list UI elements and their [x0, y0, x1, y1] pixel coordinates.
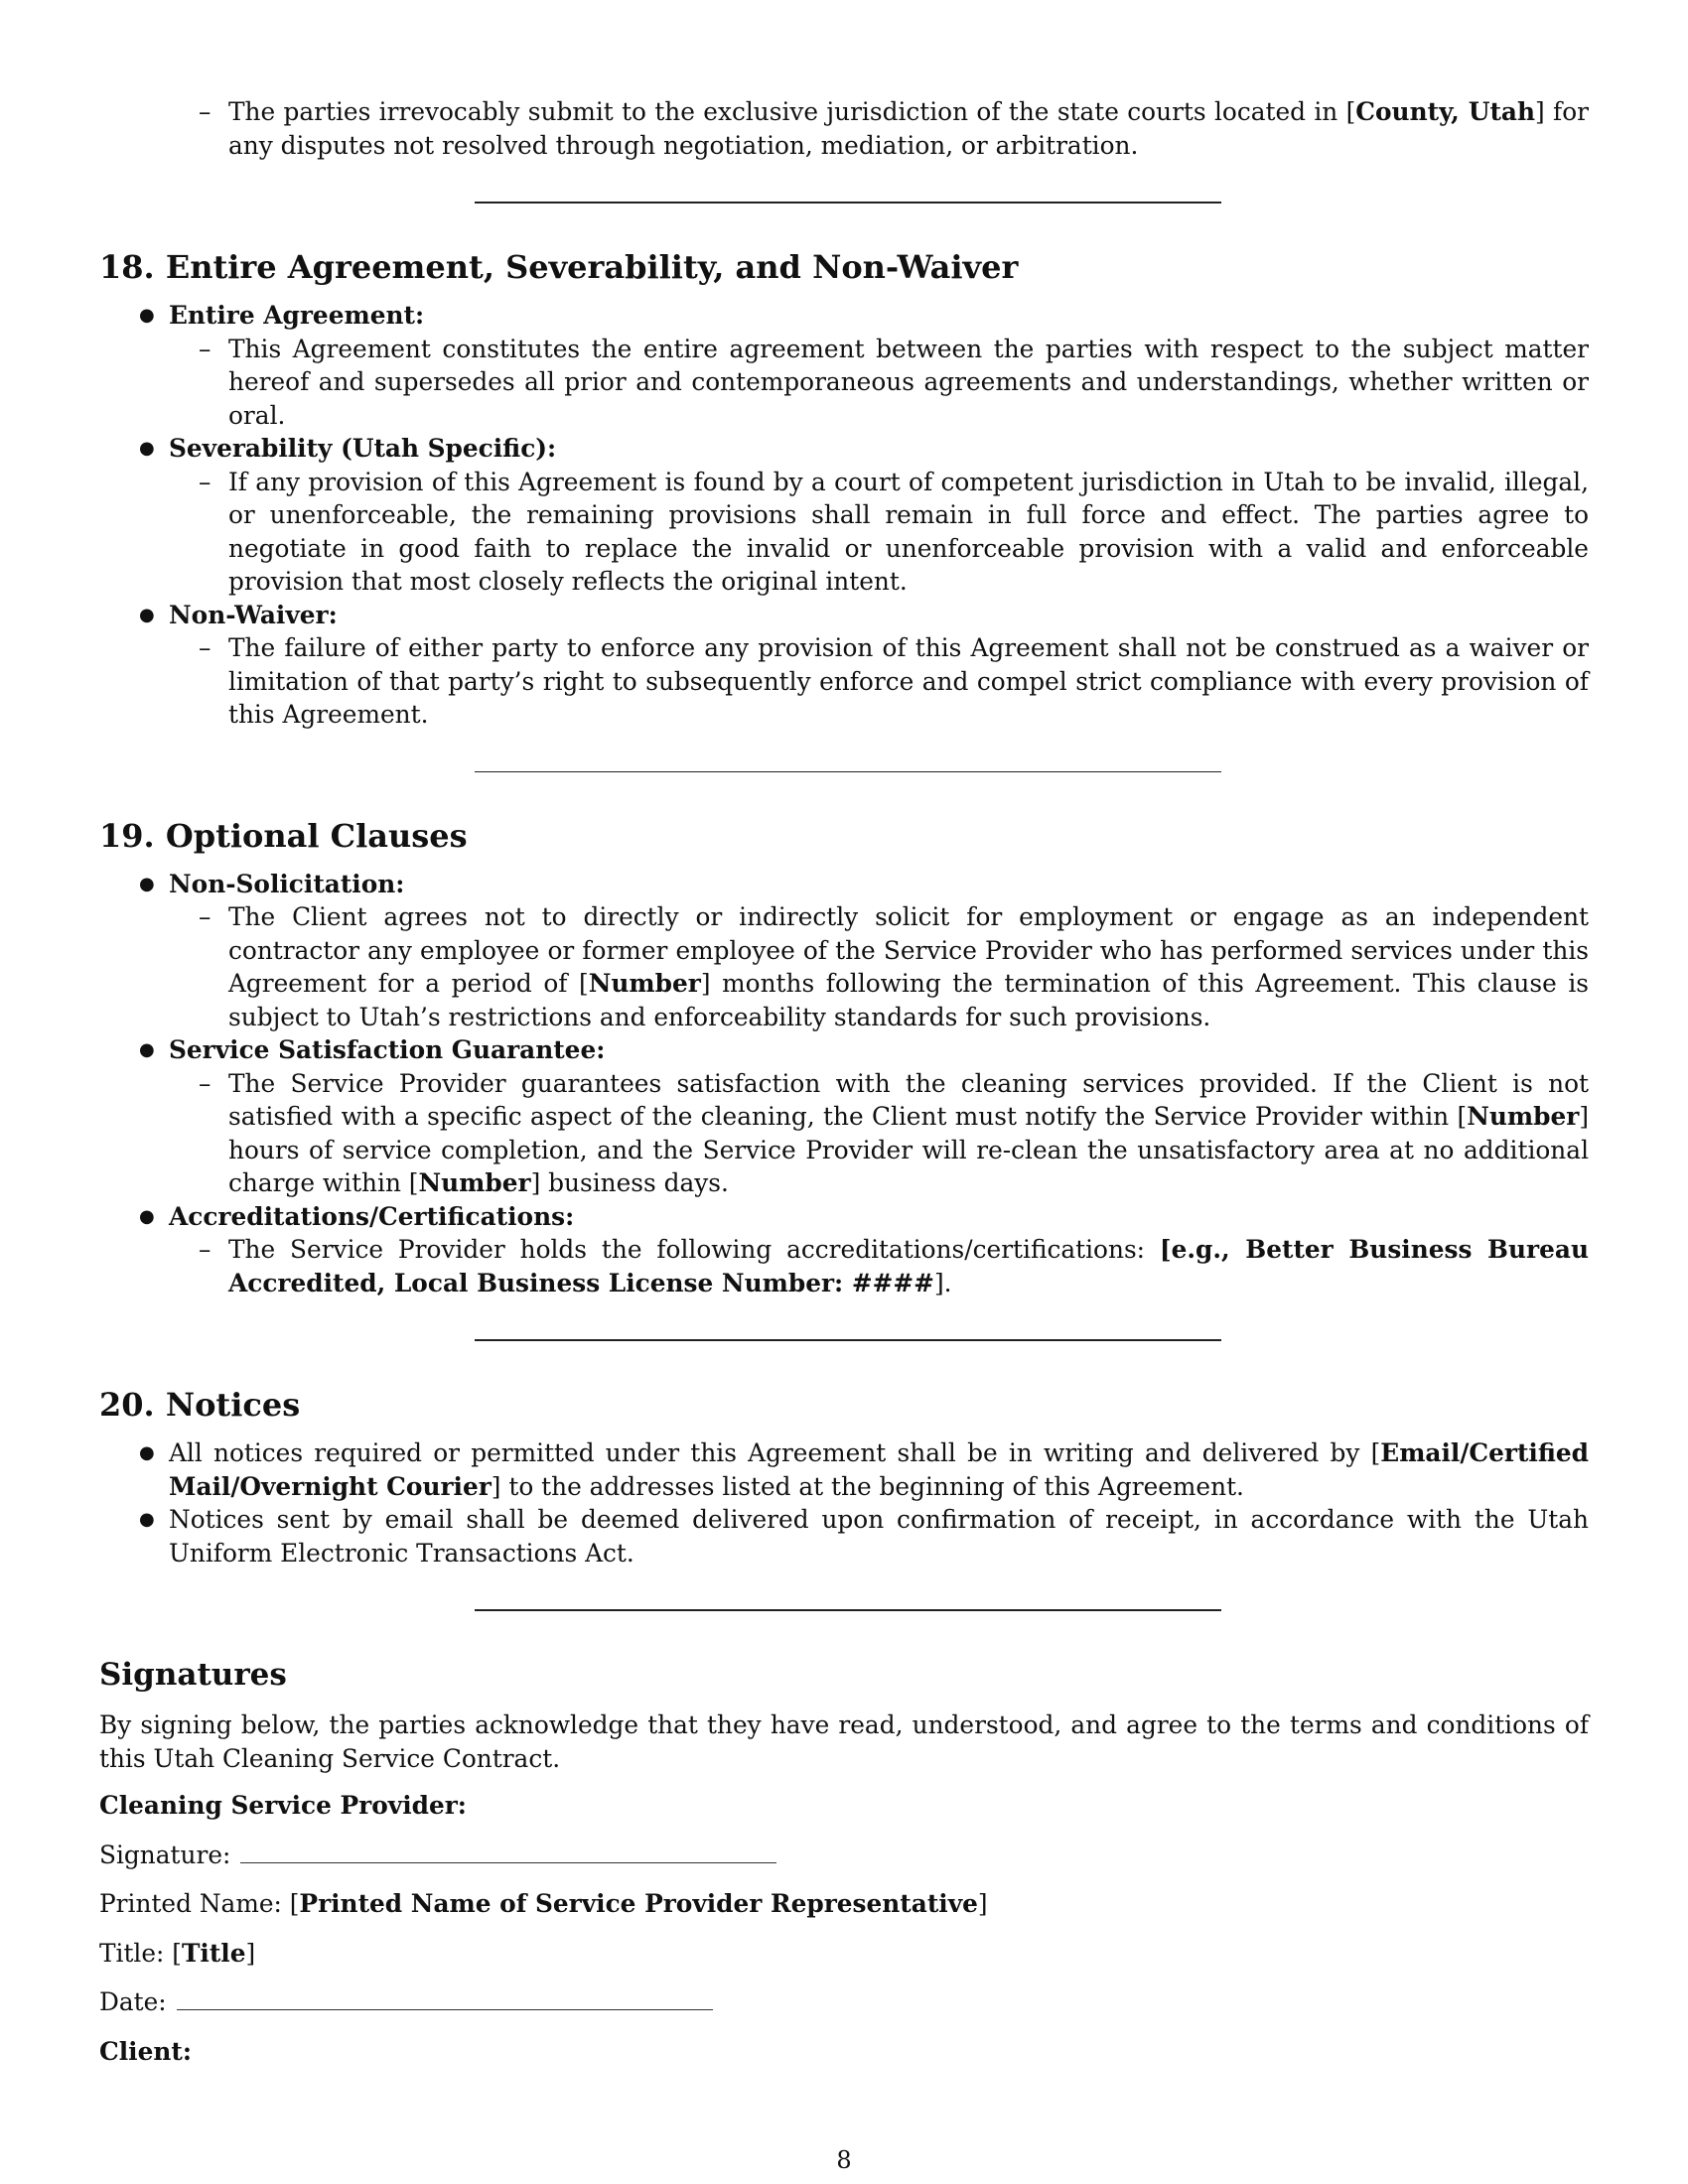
- provider-date-row: Date:: [99, 1985, 1589, 2019]
- bullet-marker: ●: [139, 1509, 155, 1530]
- severability-text: – If any provision of this Agreement is found by a court of competent jurisdiction in Utah to be invalid, illegal, or unenforceable, the remaining provisions shall remain in full force and effect. The parties agree to negotiate in good faith to replace the invalid or unenforceable provision with a valid and enforceable provision that most closely reflects the original intent.: [199, 467, 1589, 596]
- non-waiver-text: – The failure of either party to enforce any provision of this Agreement shall not be construed as a waiver or limitation of that party’s right to subsequently enforce and compel strict compliance with every provision of this Agreement.: [199, 633, 1589, 729]
- bullet-marker: ●: [139, 604, 155, 625]
- bullet-marker: ●: [139, 1442, 155, 1463]
- bullet-marker: ●: [139, 873, 155, 894]
- signatures-heading: Signatures: [99, 1657, 287, 1693]
- list-item: ● Severability (Utah Specific):: [99, 432, 1589, 466]
- signatures-intro: By signing below, the parties acknowledge that they have read, understood, and agree to the terms and conditions of this Utah Cleaning Service Contract.: [99, 1710, 1589, 1773]
- provider-signature-row: Signature:: [99, 1839, 1589, 1872]
- section-divider: [475, 771, 1221, 772]
- signature-line[interactable]: [240, 1839, 776, 1863]
- section-18-heading: 18. Entire Agreement, Severability, and Non-Waiver: [99, 248, 1019, 286]
- provider-title-row: Title: [Title]: [99, 1938, 256, 1968]
- bullet-marker: ●: [139, 305, 155, 326]
- jurisdiction-clause: – The parties irrevocably submit to the exclusive jurisdiction of the state courts located in [County, Utah] for any disputes not resolved through negotiation, mediation, or arbitration.: [199, 97, 1589, 160]
- list-item: ● Entire Agreement:: [99, 299, 1589, 333]
- bullet-marker: ●: [139, 438, 155, 459]
- section-divider: [475, 1609, 1221, 1611]
- page-content: [99, 95, 1589, 2068]
- section-18-list: [99, 299, 1589, 732]
- list-item: ● All notices required or permitted under this Agreement shall be in writing and delivered by [Email/Certified Mail/Overnight Courier] to the addresses listed at the beginning of this Agreement.: [139, 1438, 1589, 1501]
- list-item: ● Non-Solicitation:: [99, 868, 1589, 901]
- list-item: ● Notices sent by email shall be deemed delivered upon confirmation of receipt, in accordance with the Utah Uniform Electronic Transactions Act.: [139, 1505, 1589, 1568]
- client-heading: Client:: [99, 2036, 192, 2066]
- section-divider: [475, 1339, 1221, 1341]
- bullet-marker: ●: [139, 1039, 155, 1060]
- section-20-list: [99, 1436, 1589, 1570]
- non-solicitation-text: – The Client agrees not to directly or indirectly solicit for employment or engage as an independent contractor any employee or former employee of the Service Provider who has performed services under this Agreement for a period of [Number] months following the termination of this Agreement. This clause is subject to Utah’s restrictions and enforceability standards for such provisions.: [199, 902, 1589, 1031]
- list-item: ● Service Satisfaction Guarantee:: [99, 1033, 1589, 1067]
- page-number: 8: [836, 2146, 852, 2174]
- guarantee-text: – The Service Provider guarantees satisfaction with the cleaning services provided. If the Client is not satisfied with a specific aspect of the cleaning, the Client must notify the Service Provider within [Number] hours of service completion, and the Service Provider will re-clean the unsatisfactory area at no additional charge within [Number] business days.: [199, 1068, 1589, 1197]
- section-20-heading: 20. Notices: [99, 1386, 301, 1424]
- entire-agreement-text: – This Agreement constitutes the entire agreement between the parties with respect to the subject matter hereof and supersedes all prior and contemporaneous agreements and understandings, whether written or oral.: [199, 334, 1589, 430]
- list-item: ● Accreditations/Certifications:: [99, 1200, 1589, 1234]
- section-19-heading: 19. Optional Clauses: [99, 816, 468, 855]
- bullet-marker: ●: [139, 1205, 155, 1227]
- date-line[interactable]: [177, 1985, 713, 2010]
- dash-marker: –: [199, 97, 211, 126]
- section-19-list: [99, 868, 1589, 1300]
- provider-heading: Cleaning Service Provider:: [99, 1791, 467, 1820]
- section-divider: [475, 202, 1221, 204]
- list-item: ● Non-Waiver:: [99, 599, 1589, 632]
- accreditations-text: – The Service Provider holds the following accreditations/certifications: [e.g., Better Business Bureau Accredited, Local Business License Number: ####].: [199, 1235, 1589, 1297]
- provider-printed-name-row: Printed Name: [Printed Name of Service Provider Representative]: [99, 1889, 988, 1918]
